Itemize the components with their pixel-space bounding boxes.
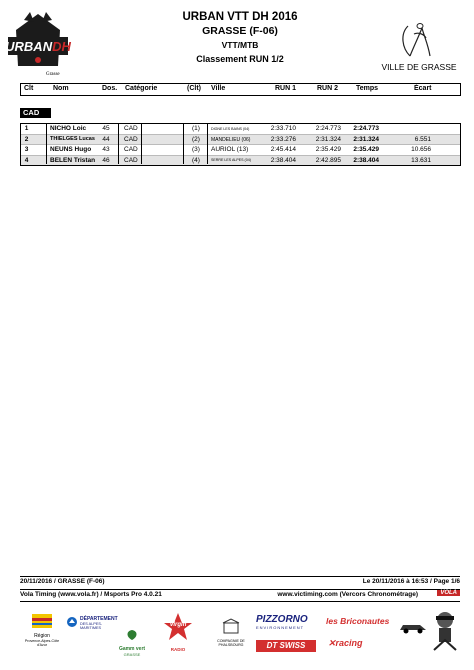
column-divider	[46, 123, 47, 164]
cell-dos: 45	[102, 125, 110, 132]
results-table	[20, 123, 461, 166]
cell-run2: 2:42.895	[315, 156, 341, 164]
sponsors-bar	[20, 610, 460, 662]
car-icon	[398, 620, 428, 634]
sponsor-virgin-radio: Virgin RADIO	[158, 612, 198, 652]
event-location: GRASSE (F-06)	[202, 25, 278, 37]
urban-dh-logo	[5, 10, 71, 82]
logo-subtitle: Grasse	[46, 72, 60, 77]
cell-clt: 1	[24, 125, 29, 132]
event-header	[140, 10, 340, 66]
table-row	[21, 124, 460, 135]
cell-categorie: CAD	[124, 156, 138, 164]
departement-emblem-icon	[66, 616, 78, 628]
phalsbourg-building-icon	[222, 618, 240, 634]
cell-ville: AURIOL (13)	[211, 146, 249, 153]
cell-ville: DIGNE LES BAINS (04)	[211, 126, 250, 131]
col-nom: Nom	[53, 85, 69, 92]
cell-run2: 2:35.429	[315, 146, 341, 153]
vola-logo: VOLA	[437, 590, 460, 596]
footer-date-location: 20/11/2016 / GRASSE (F-06)	[20, 578, 105, 585]
sponsor-region: Région Provence-Alpes-Côte d'Azur	[20, 614, 64, 647]
cell-categorie: CAD	[124, 125, 138, 132]
cell-run1: 2:33.710	[270, 125, 296, 132]
cell-ecart: 10.656	[411, 146, 431, 153]
cell-ecart: 6.551	[414, 135, 431, 143]
cell-clt-cat: (2)	[192, 135, 200, 143]
category-label: CAD	[20, 108, 51, 118]
sponsor-departement: DÉPARTEMENT DES ALPES-MARITIMES	[66, 616, 122, 630]
cell-run1: 2:38.404	[270, 156, 296, 164]
sponsor-phalsbourg: COMPAGNIE DE PHALSBOURG	[208, 618, 254, 647]
cell-run2: 2:31.324	[315, 135, 341, 143]
cell-run1: 2:33.276	[270, 135, 296, 143]
footer-website: www.victiming.com (Vercors Chronométrage)	[277, 591, 418, 598]
footer-timing: Vola Timing (www.vola.fr) / Msports Pro 4.0.21	[20, 591, 162, 598]
col-temps: Temps	[356, 85, 379, 92]
cell-nom: THIELGES Lucas	[50, 136, 95, 142]
footer-rule	[20, 576, 460, 577]
cell-ville: MANDELIEU (06)	[211, 136, 251, 143]
sponsor-rider-logo	[430, 610, 460, 654]
col-clt-cat: (Clt)	[187, 85, 201, 92]
sponsor-x-racing: ✕racing	[328, 638, 363, 648]
classement-title: Classement RUN 1/2	[196, 54, 284, 64]
table-row	[21, 135, 460, 146]
cell-nom: BELEN Tristan	[50, 156, 96, 164]
sponsor-pizzorno: PIZZORNO ENVIRONNEMENT	[256, 614, 308, 630]
cell-temps: 2:38.404	[353, 156, 379, 164]
footer-line-1	[20, 578, 460, 585]
cell-temps: 2:35.429	[353, 146, 379, 153]
results-column-header	[20, 83, 461, 96]
sponsor-briconautes: les Briconautes	[326, 616, 390, 626]
x-racing-x-icon: ✕	[328, 638, 336, 648]
column-divider	[183, 123, 184, 164]
rider-mascot-icon	[430, 610, 460, 654]
cell-temps: 2:24.773	[353, 125, 379, 132]
cell-run1: 2:45.414	[270, 146, 296, 153]
col-ecart: Écart	[414, 85, 432, 92]
svg-text:URBANDH: URBANDH	[5, 39, 71, 54]
footer-line-2	[20, 591, 460, 598]
footer-printed: Le 20/11/2016 à 16:53 / Page 1/6	[362, 578, 460, 585]
ville-de-grasse-text: VILLE DE GRASSE	[381, 62, 457, 72]
cell-dos: 46	[102, 156, 110, 164]
sponsor-dt-swiss: DT SWISS	[256, 640, 316, 652]
col-run1: RUN 1	[275, 85, 297, 92]
col-clt: Clt	[24, 85, 34, 92]
event-discipline: VTT/MTB	[221, 40, 259, 50]
footer-rule	[20, 589, 460, 590]
footer-rule	[20, 601, 460, 602]
table-row	[21, 156, 460, 166]
cell-run2: 2:24.773	[315, 125, 341, 132]
cell-nom: NEUNS Hugo	[50, 146, 92, 153]
col-ville: Ville	[211, 85, 226, 92]
col-categorie: Catégorie	[125, 85, 158, 92]
region-flag-icon	[32, 614, 52, 628]
cell-temps: 2:31.324	[353, 135, 379, 143]
column-divider	[207, 123, 208, 164]
cell-dos: 44	[102, 135, 110, 143]
cell-clt-cat: (4)	[192, 156, 200, 164]
sponsor-gammvert: Gamm vert GRASSE	[115, 628, 149, 657]
cell-clt-cat: (3)	[192, 146, 200, 153]
gammvert-leaf-icon	[125, 629, 139, 641]
cell-categorie: CAD	[124, 135, 138, 143]
event-title: URBAN VTT DH 2016	[182, 11, 298, 23]
ville-de-grasse-logo	[380, 22, 458, 80]
cell-ville: SERRE LES ALPES (04)	[211, 158, 251, 162]
cell-clt-cat: (1)	[192, 125, 200, 132]
col-run2: RUN 2	[317, 85, 339, 92]
cell-dos: 43	[102, 146, 110, 153]
sponsor-car-logo	[398, 620, 428, 634]
col-dos: Dos.	[102, 85, 118, 92]
cell-clt: 4	[24, 156, 29, 164]
cell-clt: 3	[24, 146, 29, 153]
cell-clt: 2	[24, 135, 29, 143]
column-divider	[141, 123, 142, 164]
table-row	[21, 145, 460, 156]
cell-categorie: CAD	[124, 146, 138, 153]
column-divider	[118, 123, 119, 164]
cell-nom: NICHO Loic	[50, 125, 87, 132]
cell-ecart: 13.631	[411, 156, 431, 164]
